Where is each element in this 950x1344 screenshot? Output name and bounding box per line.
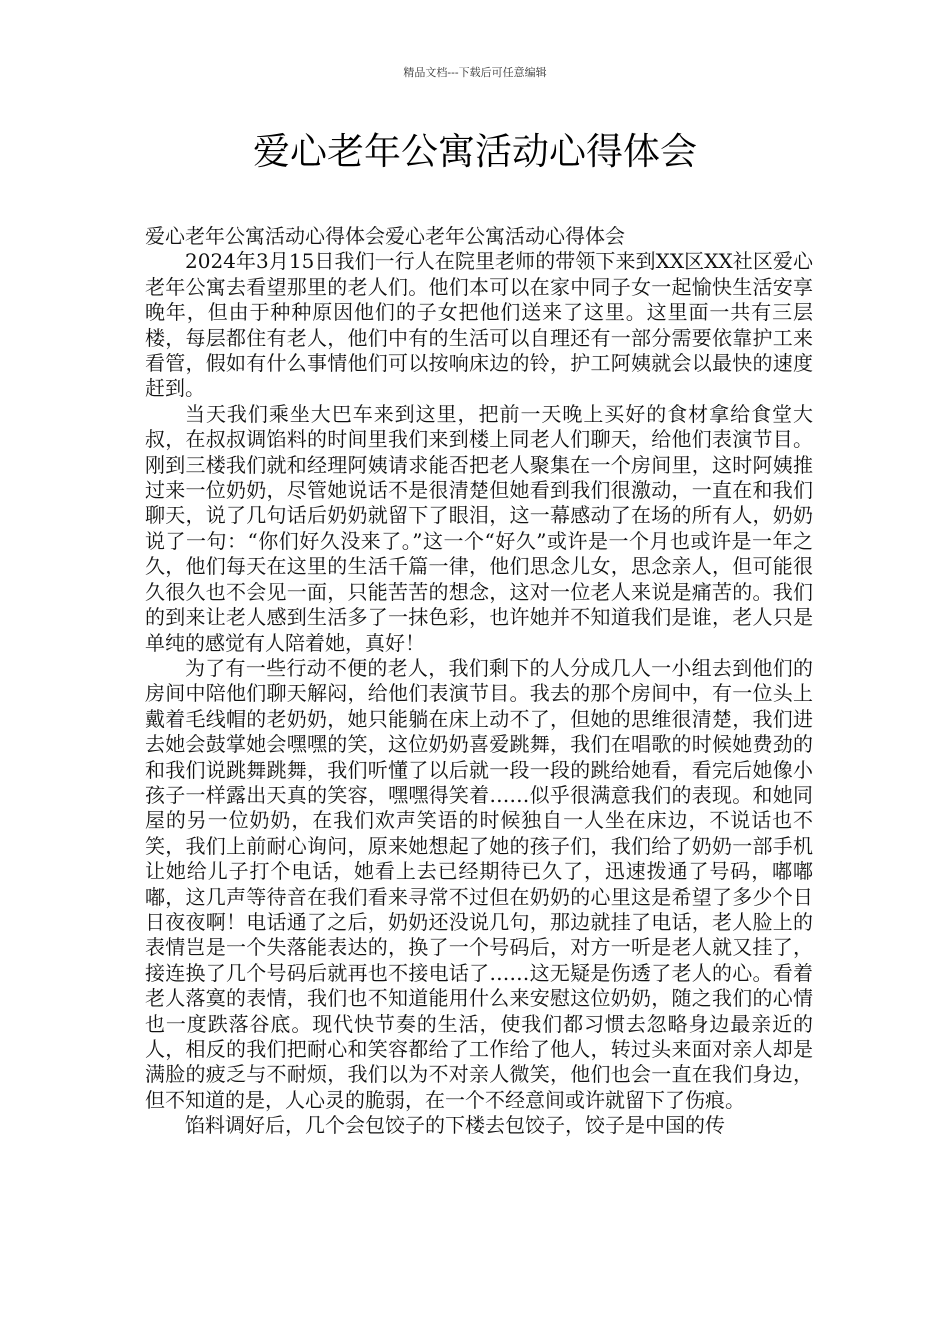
- paragraph: 馅料调好后，几个会包饺子的下楼去包饺子，饺子是中国的传: [185, 1113, 725, 1138]
- header-note: 精品文档---下载后可任意编辑: [403, 66, 547, 79]
- paragraph: 当天我们乘坐大巴车来到这里，把前一天晚上买好的食材拿给食堂大叔，在叔叔调馅料的时间里我们来到楼上同老人们聊天，给他们表演节目。刚到三楼我们就和经理阿姨请求能否把老人聚集在一个房间里，这时阿姨推过来一位奶奶，尽管她说话不是很清楚但她看到我们很激动，一直在和我们聊天，说了几句话后奶奶就留下了眼泪，这一幕感动了在场的所有人，奶奶说了一句：“你们好久没来了。”这一个“好久”或许是一个月也或许是一年之久，他们每天在这里的生活千篇一律，他们思念儿女，思念亲人，但可能很久很久也不会见一面，只能苦苦的想念，这对一位老人来说是痛苦的。我们的到来让老人感到生活多了一抹色彩，也许她并不知道我们是谁，老人只是单纯的感觉有人陪着她，真好！: [145, 401, 813, 655]
- document-body: [145, 224, 813, 1139]
- paragraph: 2024年3月15日我们一行人在院里老师的带领下来到XX区XX社区爱心老年公寓去看望那里的老人们。他们本可以在家中同子女一起愉快生活安享晚年，但由于种种原因他们的子女把他们送来了这里。这里面一共有三层楼，每层都住有老人，他们中有的生活可以自理还有一部分需要依靠护工来看管，假如有什么事情他们可以按响床边的铃，护工阿姨就会以最快的速度赶到。: [145, 249, 813, 401]
- document-title: 爱心老年公寓活动心得体会: [253, 130, 697, 173]
- paragraph: 为了有一些行动不便的老人，我们剩下的人分成几人一小组去到他们的房间中陪他们聊天解闷，给他们表演节目。我去的那个房间中，有一位头上戴着毛线帽的老奶奶，她只能躺在床上动不了，但她的思维很清楚，我们进去她会鼓掌她会嘿嘿的笑，这位奶奶喜爱跳舞，我们在唱歌的时候她费劲的和我们说跳舞跳舞，我们听懂了以后就一段一段的跳给她看，看完后她像小孩子一样露出天真的笑容，嘿嘿得笑着……似乎很满意我们的表现。和她同屋的另一位奶奶，在我们欢声笑语的时候独自一人坐在床边，不说话也不笑，我们上前耐心询问，原来她想起了她的孩子们，我们给了奶奶一部手机让她给儿子打个电话，她看上去已经期待已久了，迅速拨通了号码，嘟嘟嘟，这几声等待音在我们看来寻常不过但在奶奶的心里这是希望了多少个日日夜夜啊！电话通了之后，奶奶还没说几句，那边就挂了电话，老人脸上的表情岂是一个失落能表达的，换了一个号码后，对方一听是老人就又挂了，接连换了几个号码后就再也不接电话了……这无疑是伤透了老人的心。看着老人落寞的表情，我们也不知道能用什么来安慰这位奶奶，随之我们的心情也一度跌落谷底。现代快节奏的生活，使我们都习惯去忽略身边最亲近的人，相反的我们把耐心和笑容都给了工作给了他人，转过头来面对亲人却是满脸的疲乏与不耐烦，我们以为不对亲人微笑，他们也会一直在我们身边，但不知道的是，人心灵的脆弱，在一个不经意间或许就留下了伤痕。: [145, 655, 813, 1112]
- paragraph-lead: 爱心老年公寓活动心得体会爱心老年公寓活动心得体会: [145, 224, 625, 248]
